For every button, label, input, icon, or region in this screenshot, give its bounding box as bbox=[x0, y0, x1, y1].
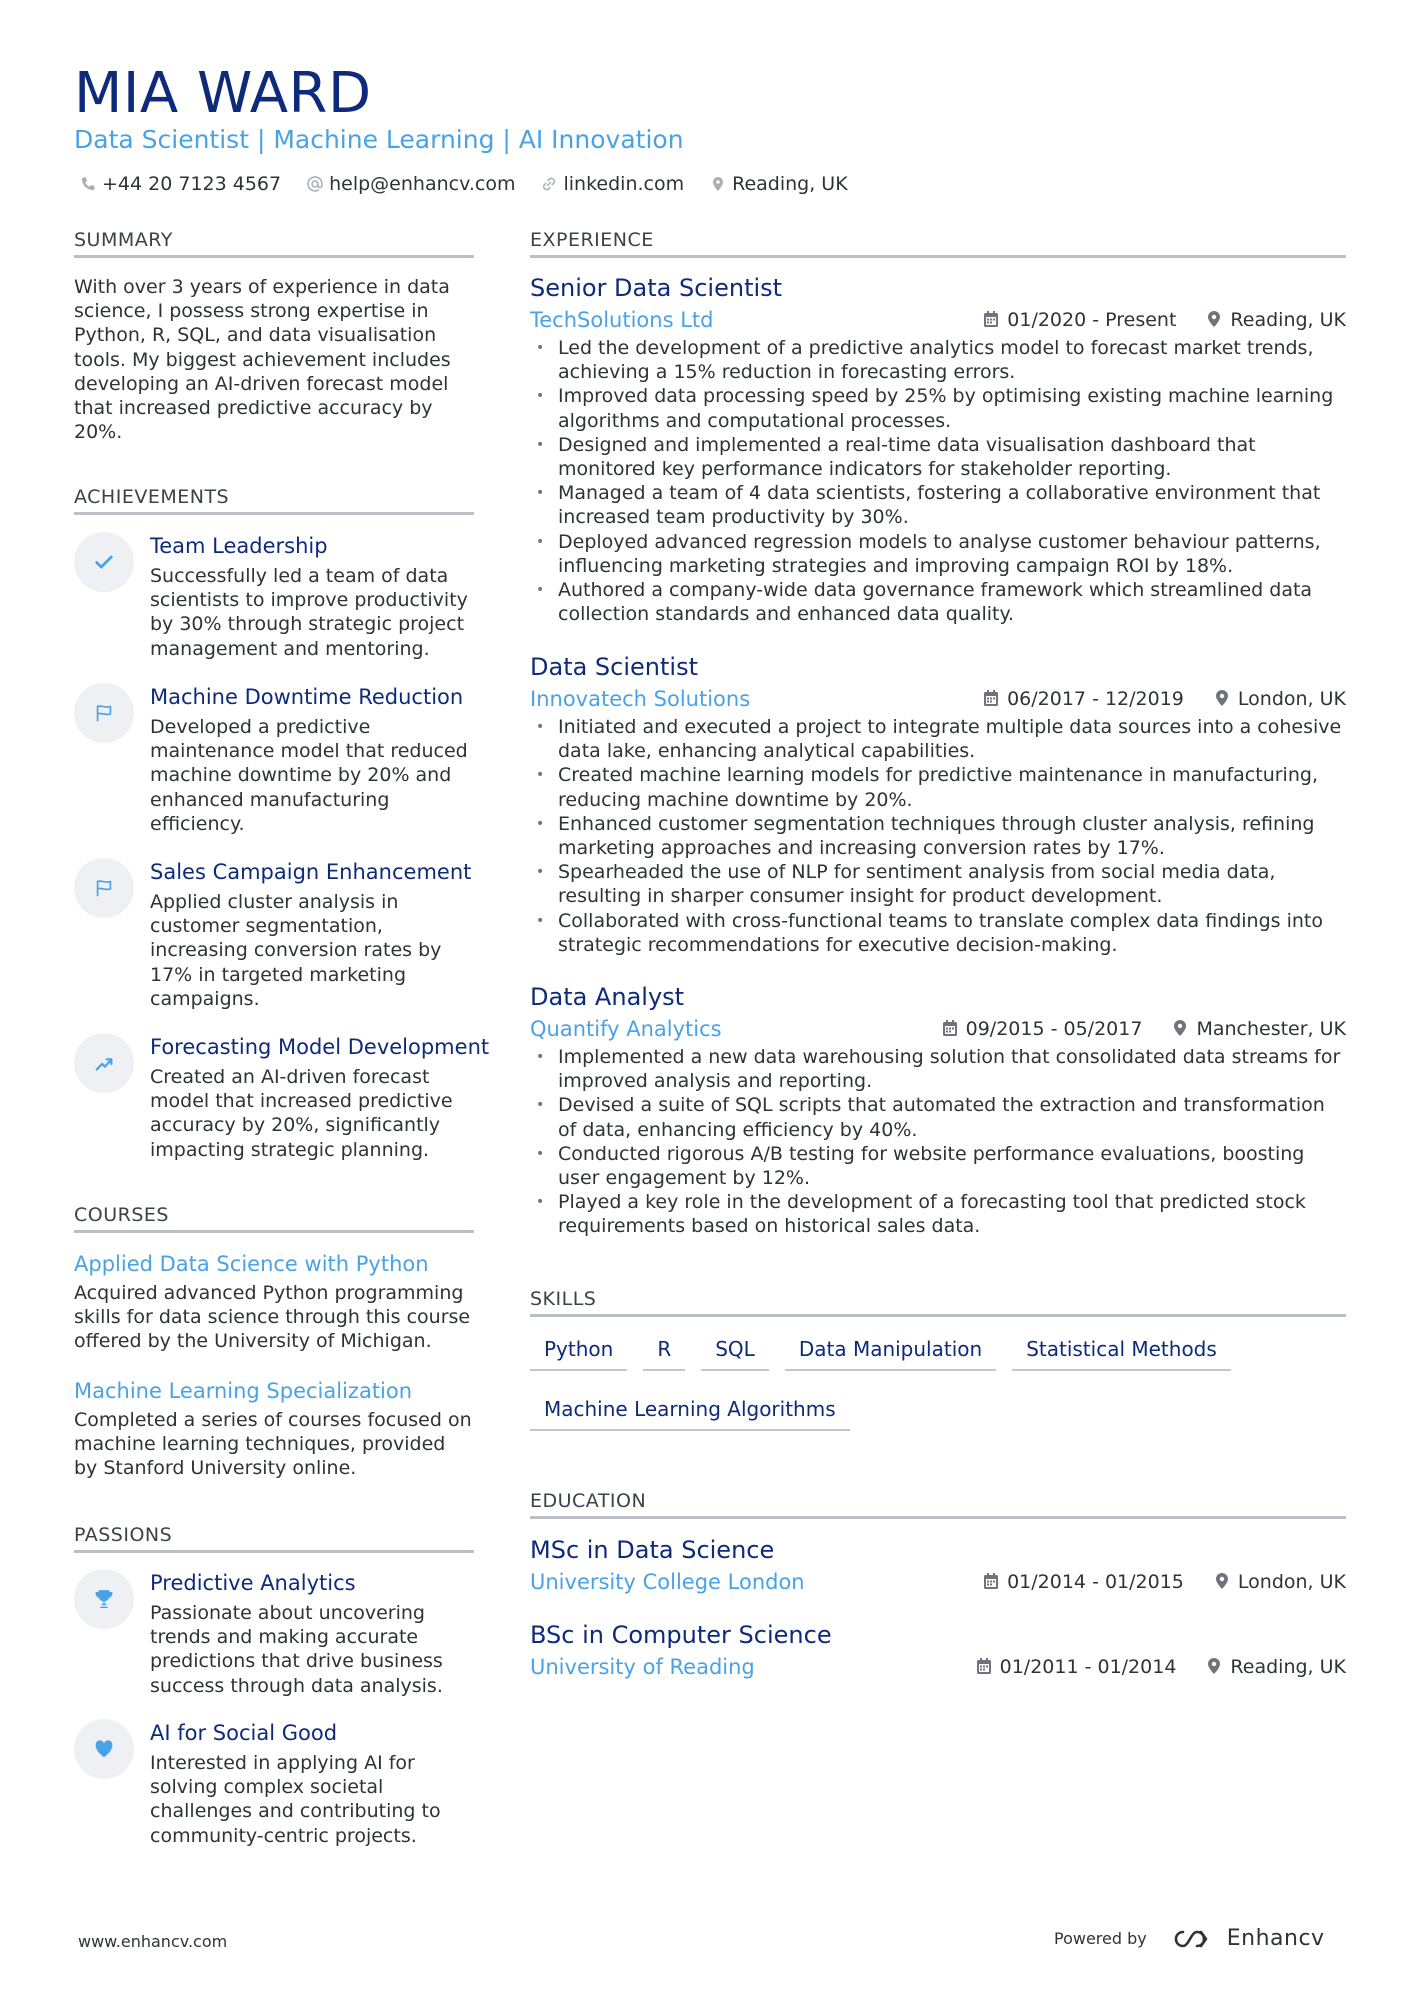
check-icon bbox=[74, 532, 134, 592]
job-subheader bbox=[530, 685, 1346, 715]
summary-heading: SUMMARY bbox=[74, 229, 173, 251]
trophy-icon bbox=[74, 1569, 134, 1629]
bullet-item: • Devised a suite of SQL scripts that automated the extraction and transformation of data, enhancing efficiency by 40%. bbox=[530, 1093, 1346, 1141]
education-heading: EDUCATION bbox=[530, 1490, 647, 1512]
bullet-item: • Authored a company-wide data governance framework which streamlined data collection standards and enhanced data quality. bbox=[530, 578, 1346, 626]
candidate-headline: Data Scientist | Machine Learning | AI Innovation bbox=[74, 125, 684, 154]
contact-phone bbox=[80, 173, 281, 195]
education-meta bbox=[983, 1571, 1346, 1593]
job-dates: 09/2015 - 05/2017 bbox=[942, 1018, 1143, 1040]
linkedin-text[interactable]: linkedin.com bbox=[563, 173, 685, 195]
bullet-item: • Designed and implemented a real-time data visualisation dashboard that monitored key performance indicators for stakeholder reporting. bbox=[530, 433, 1346, 481]
bullet-item: • Initiated and executed a project to integrate multiple data sources into a cohesive data lake, enhancing analytical capabilities. bbox=[530, 715, 1346, 763]
courses-divider bbox=[74, 1230, 474, 1233]
flag-icon bbox=[74, 858, 134, 918]
brand-name: Enhancv bbox=[1226, 1926, 1325, 1951]
bullet-item: • Led the development of a predictive analytics model to forecast market trends, achieving a 15% reduction in forecasting errors. bbox=[530, 336, 1346, 384]
achievement-title: Machine Downtime Reduction bbox=[150, 685, 464, 709]
bullet-item: • Deployed advanced regression models to analyse customer behaviour patterns, influencing marketing strategies and improving campaign ROI by 18%. bbox=[530, 530, 1346, 578]
calendar-icon bbox=[942, 1019, 958, 1037]
job-dates: 01/2020 - Present bbox=[983, 309, 1176, 331]
link-icon bbox=[541, 176, 557, 192]
bullet-item: • Enhanced customer segmentation techniques through cluster analysis, refining marketing approaches and increasing conversion rates by 17%. bbox=[530, 812, 1346, 860]
heart-icon bbox=[74, 1719, 134, 1779]
passion-title: AI for Social Good bbox=[150, 1721, 338, 1745]
skills-row bbox=[530, 1393, 1346, 1431]
achievement-text: Successfully led a team of data scientists to improve productivity by 30% through strategic project management and mentoring. bbox=[150, 565, 468, 660]
education-subheader bbox=[530, 1568, 1346, 1598]
contact-linkedin[interactable] bbox=[541, 173, 684, 195]
calendar-icon bbox=[983, 1572, 999, 1590]
skills-heading: SKILLS bbox=[530, 1288, 597, 1310]
experience-heading: EXPERIENCE bbox=[530, 229, 654, 251]
job-title: Senior Data Scientist bbox=[530, 274, 783, 302]
bullet-item: • Implemented a new data warehousing solution that consolidated data streams for improved analysis and reporting. bbox=[530, 1045, 1346, 1093]
job-meta bbox=[983, 688, 1346, 710]
education-dates: 01/2014 - 01/2015 bbox=[983, 1571, 1184, 1593]
experience-entry bbox=[530, 982, 1346, 1239]
email-text[interactable]: help@enhancv.com bbox=[329, 173, 516, 195]
company-name: Innovatech Solutions bbox=[530, 687, 751, 711]
skill-tag: Machine Learning Algorithms bbox=[530, 1393, 850, 1431]
footer-branding bbox=[1054, 1926, 1325, 1951]
education-entry bbox=[530, 1620, 1346, 1683]
job-bullets bbox=[530, 1045, 1346, 1239]
location-pin-icon bbox=[1206, 310, 1222, 328]
candidate-name: MIA WARD bbox=[74, 61, 372, 126]
education-meta bbox=[976, 1656, 1346, 1678]
location-pin-icon bbox=[1206, 1657, 1222, 1675]
bullet-item: • Managed a team of 4 data scientists, fostering a collaborative environment that increased team productivity by 30%. bbox=[530, 481, 1346, 529]
bullet-item: • Created machine learning models for predictive maintenance in manufacturing, reducing machine downtime by 20%. bbox=[530, 763, 1346, 811]
phone-text: +44 20 7123 4567 bbox=[102, 173, 282, 195]
course-title: Machine Learning Specialization bbox=[74, 1379, 413, 1403]
course-text: Acquired advanced Python programming skills for data science through this course offered by the University of Michigan. bbox=[74, 1282, 471, 1353]
education-divider bbox=[530, 1516, 1346, 1519]
skill-tag: Data Manipulation bbox=[785, 1333, 996, 1371]
achievements-divider bbox=[74, 512, 474, 515]
skills-row bbox=[530, 1333, 1346, 1371]
calendar-icon bbox=[983, 310, 999, 328]
achievement-title: Sales Campaign Enhancement bbox=[150, 860, 472, 884]
passion-text: Interested in applying AI for solving complex societal challenges and contributing to community-centric projects. bbox=[150, 1752, 441, 1847]
location-text: Reading, UK bbox=[732, 173, 848, 195]
calendar-icon bbox=[983, 689, 999, 707]
course-title: Applied Data Science with Python bbox=[74, 1252, 429, 1276]
achievement-title: Forecasting Model Development bbox=[150, 1035, 490, 1059]
education-subheader bbox=[530, 1653, 1346, 1683]
summary-text: With over 3 years of experience in data science, I possess strong expertise in Python, R, SQL, and data visualisation tools. My biggest achievement includes developing an AI-driven forecast model that increased predictive accuracy by 20%. bbox=[74, 276, 451, 444]
job-meta bbox=[983, 309, 1346, 331]
degree-title: MSc in Data Science bbox=[530, 1536, 775, 1564]
powered-by-label: Powered by bbox=[1054, 1929, 1147, 1948]
skill-tag: Python bbox=[530, 1333, 627, 1371]
education-location: London, UK bbox=[1214, 1571, 1346, 1593]
summary-divider bbox=[74, 255, 474, 258]
contact-bar bbox=[80, 170, 848, 198]
course-item bbox=[74, 1250, 474, 1354]
job-subheader bbox=[530, 306, 1346, 336]
infinity-logo-icon bbox=[1171, 1927, 1217, 1951]
experience-entry bbox=[530, 273, 1346, 626]
trend-icon bbox=[74, 1033, 134, 1093]
bullet-item: • Improved data processing speed by 25% by optimising existing machine learning algorithms and computational processes. bbox=[530, 384, 1346, 432]
calendar-icon bbox=[976, 1657, 992, 1675]
job-dates: 06/2017 - 12/2019 bbox=[983, 688, 1184, 710]
experience-entry bbox=[530, 652, 1346, 957]
achievement-text: Developed a predictive maintenance model that reduced machine downtime by 20% and enhanced manufacturing efficiency. bbox=[150, 716, 468, 835]
job-title: Data Scientist bbox=[530, 653, 698, 681]
footer-website[interactable]: www.enhancv.com bbox=[78, 1932, 228, 1951]
company-name: Quantify Analytics bbox=[530, 1017, 722, 1041]
job-title: Data Analyst bbox=[530, 983, 685, 1011]
job-location: London, UK bbox=[1214, 688, 1346, 710]
passion-title: Predictive Analytics bbox=[150, 1571, 356, 1595]
skill-tag: Statistical Methods bbox=[1012, 1333, 1231, 1371]
education-entry bbox=[530, 1535, 1346, 1598]
location-pin-icon bbox=[710, 176, 726, 192]
at-icon bbox=[307, 176, 323, 192]
achievement-text: Applied cluster analysis in customer segmentation, increasing conversion rates by 17% in targeted marketing campaigns. bbox=[150, 891, 442, 1010]
location-pin-icon bbox=[1214, 1572, 1230, 1590]
passions-heading: PASSIONS bbox=[74, 1524, 173, 1546]
school-name: University College London bbox=[530, 1570, 805, 1594]
degree-title: BSc in Computer Science bbox=[530, 1621, 832, 1649]
location-pin-icon bbox=[1172, 1019, 1188, 1037]
contact-location bbox=[710, 173, 848, 195]
achievements-heading: ACHIEVEMENTS bbox=[74, 486, 230, 508]
skills-list bbox=[530, 1333, 1346, 1453]
phone-icon bbox=[80, 176, 96, 192]
skills-divider bbox=[530, 1314, 1346, 1317]
bullet-item: • Conducted rigorous A/B testing for website performance evaluations, boosting user engagement by 12%. bbox=[530, 1142, 1346, 1190]
job-bullets bbox=[530, 336, 1346, 626]
contact-email[interactable] bbox=[307, 173, 515, 195]
achievement-title: Team Leadership bbox=[150, 534, 328, 558]
job-bullets bbox=[530, 715, 1346, 957]
enhancv-logo[interactable] bbox=[1171, 1926, 1325, 1951]
skill-tag: SQL bbox=[701, 1333, 769, 1371]
job-subheader bbox=[530, 1015, 1346, 1045]
job-location: Manchester, UK bbox=[1172, 1018, 1346, 1040]
passion-text: Passionate about uncovering trends and making accurate predictions that drive business success through data analysis. bbox=[150, 1602, 443, 1697]
experience-divider bbox=[530, 255, 1346, 258]
bullet-item: • Collaborated with cross-functional teams to translate complex data findings into strategic recommendations for executive decision-making. bbox=[530, 909, 1346, 957]
skill-tag: R bbox=[643, 1333, 685, 1371]
passions-divider bbox=[74, 1550, 474, 1553]
course-item bbox=[74, 1377, 474, 1481]
courses-heading: COURSES bbox=[74, 1204, 169, 1226]
achievement-text: Created an AI-driven forecast model that increased predictive accuracy by 20%, significantly impacting strategic planning. bbox=[150, 1066, 453, 1161]
job-location: Reading, UK bbox=[1206, 309, 1346, 331]
bullet-item: • Played a key role in the development of a forecasting tool that predicted stock requirements based on historical sales data. bbox=[530, 1190, 1346, 1238]
job-meta bbox=[942, 1018, 1346, 1040]
bullet-item: • Spearheaded the use of NLP for sentiment analysis from social media data, resulting in sharper consumer insight for product development. bbox=[530, 860, 1346, 908]
location-pin-icon bbox=[1214, 689, 1230, 707]
flag-icon bbox=[74, 683, 134, 743]
company-name: TechSolutions Ltd bbox=[530, 308, 714, 332]
education-dates: 01/2011 - 01/2014 bbox=[976, 1656, 1177, 1678]
school-name: University of Reading bbox=[530, 1655, 755, 1679]
course-text: Completed a series of courses focused on machine learning techniques, provided by Stanford University online. bbox=[74, 1409, 472, 1480]
education-location: Reading, UK bbox=[1206, 1656, 1346, 1678]
